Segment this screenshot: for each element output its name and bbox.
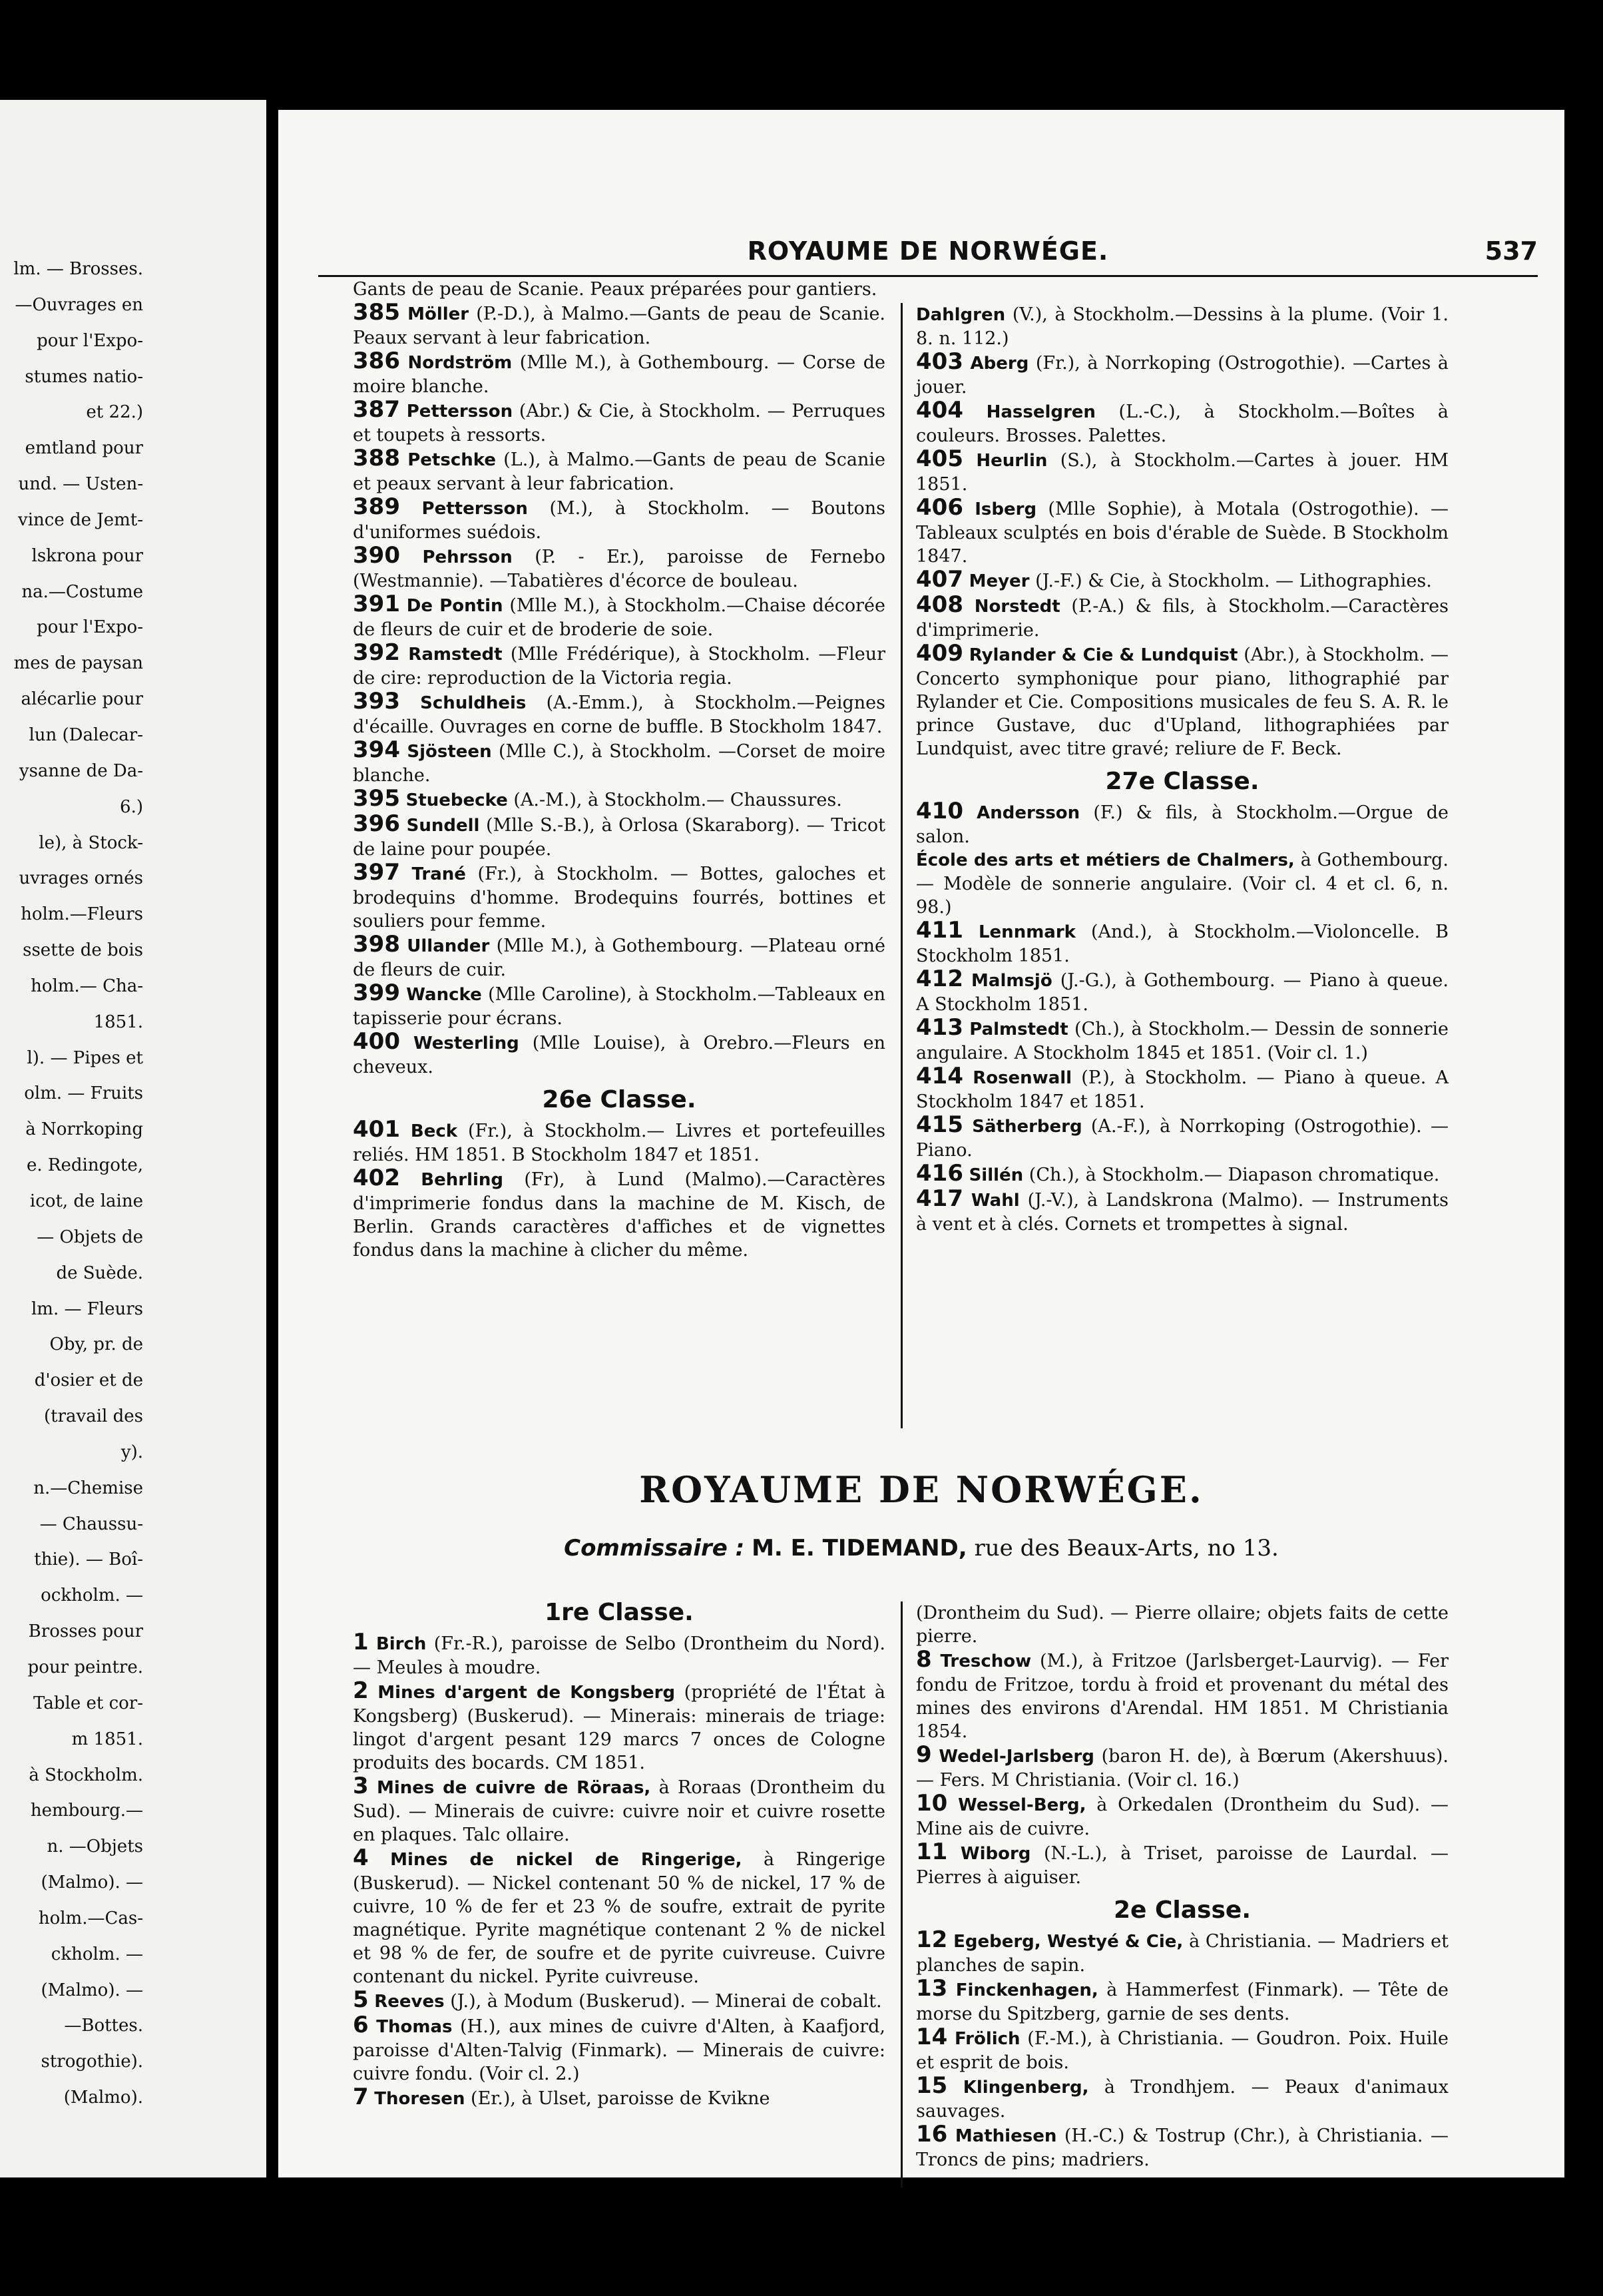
entry-text: (Ch.), à Stockholm.— Dessin de sonnerie angulaire. A Stockholm 1845 et 1851. (Voir cl. 1.) — [916, 1019, 1449, 1063]
entry-number: 390 — [353, 542, 400, 569]
exhibitor-name: Stuebecke — [405, 790, 508, 810]
prev-page-text: pour l'Expo- — [37, 618, 143, 637]
entry-text: (V.), à Stockholm.—Dessins à la plume. (Voir 1. 8. n. 112.) — [916, 304, 1449, 349]
exhibitor-name: Thomas — [376, 2017, 453, 2037]
entry-text: (Mlle Caroline), à Stockholm.—Tableaux en tapisserie pour écrans. — [353, 984, 885, 1029]
prev-page-text: hembourg.— — [30, 1801, 143, 1821]
entry-text: à Trondhjem. — Peaux d'animaux sauvages. — [916, 2077, 1449, 2122]
exhibitor-entry — [916, 2026, 1449, 2074]
prev-page-text: holm.— Cha- — [31, 976, 143, 996]
commissaire-name: M. E. TIDEMAND, — [752, 1535, 967, 1562]
prev-page-text: lskrona pour — [31, 546, 143, 565]
entry-number: 385 — [353, 299, 400, 326]
exhibitor-name: Finckenhagen, — [955, 1980, 1098, 2000]
entry-number: 393 — [353, 688, 400, 715]
prev-page-text: —Bottes. — [64, 2016, 143, 2036]
class-heading: 1re Classe. — [545, 1599, 694, 1626]
entry-text: (H.), aux mines de cuivre d'Alten, à Kaafjord, paroisse d'Alten-Talvig (Finmark). — Minerais de cuivre: cuivre fondu. (Voir cl. 2.) — [353, 2016, 886, 2084]
prev-page-text: ockholm. — — [41, 1586, 143, 1605]
exhibitor-entry — [916, 2123, 1449, 2171]
exhibitor-name: Wahl — [971, 1191, 1020, 1211]
exhibitor-entry — [916, 919, 1449, 968]
exhibitor-name: Malmsjö — [971, 971, 1052, 991]
exhibitor-name: Wancke — [406, 985, 482, 1005]
prev-page-text: n. —Objets — [47, 1837, 143, 1857]
prev-page-text: pour peintre. — [27, 1658, 143, 1677]
entry-number: 389 — [353, 493, 400, 520]
entry-number: 11 — [916, 1839, 948, 1865]
exhibitor-entry — [353, 787, 885, 812]
entry-number: 391 — [353, 591, 400, 617]
entry-number: 10 — [916, 1790, 948, 1817]
exhibitor-name: Egeberg, Westyé & Cie, — [953, 1932, 1184, 1952]
exhibitor-entry — [916, 1016, 1449, 1065]
exhibitor-name: Mathiesen — [955, 2126, 1057, 2146]
exhibitor-name: Aberg — [970, 354, 1029, 374]
prev-page-text: Brosses pour — [28, 1622, 143, 1641]
exhibitor-name: Rylander & Cie & Lundquist — [969, 645, 1238, 665]
entry-number: 9 — [916, 1741, 932, 1768]
entry-text: (Abr.) & Cie, à Stockholm. — Perruques et toupets à ressorts. — [353, 401, 885, 445]
prev-page-text: lm. — Fleurs — [31, 1299, 143, 1318]
entry-number: 409 — [916, 640, 963, 667]
entry-text: (Mlle Sophie), à Motala (Ostrogothie). — Tableaux sculptés en bois d'érable de Suède. B Stockholm 1847. — [916, 499, 1449, 567]
prev-page-text: —Ouvrages en — [15, 295, 143, 314]
prev-page-text: icot, de laine — [29, 1192, 143, 1211]
entry-number: 416 — [916, 1160, 963, 1187]
entry-text: (P.-A.) & fils, à Stockholm.—Caractères d'imprimerie. — [916, 596, 1449, 641]
exhibitor-entry — [353, 1631, 885, 1679]
exhibitor-entry — [353, 301, 885, 350]
entry-number: 412 — [916, 966, 963, 992]
exhibitor-entry — [916, 968, 1449, 1016]
exhibitor-name: Wessel-Berg, — [958, 1795, 1086, 1815]
exhibitor-entry — [353, 593, 885, 641]
entry-number: 405 — [916, 445, 963, 472]
entry-number: 417 — [916, 1185, 963, 1212]
header-rule — [318, 275, 1538, 277]
prev-page-text: — Objets de — [37, 1227, 143, 1247]
exhibitor-entry — [916, 1648, 1449, 1743]
entry-text: (L.-C.), à Stockholm.—Boîtes à couleurs. Brosses. Palettes. — [916, 402, 1449, 446]
exhibitor-name: Frölich — [955, 2029, 1021, 2049]
exhibitor-name: Meyer — [969, 571, 1030, 591]
exhibitor-name: Behrling — [421, 1170, 504, 1190]
entry-number: 399 — [353, 980, 400, 1006]
entry-text: (Mlle Louise), à Orebro.—Fleurs en cheveux. — [353, 1033, 885, 1077]
exhibitor-entry — [916, 1977, 1449, 2026]
entry-number: 14 — [916, 2024, 948, 2050]
exhibitor-entry — [916, 399, 1449, 447]
prev-page-text: Table et cor- — [33, 1693, 143, 1713]
entry-number: 410 — [916, 798, 963, 824]
entry-number: 15 — [916, 2072, 948, 2099]
entry-text: (P.), à Stockholm. — Piano à queue. A Stockholm 1847 et 1851. — [916, 1067, 1449, 1112]
exhibitor-name: Treschow — [940, 1651, 1032, 1671]
previous-page-fragment — [0, 100, 266, 2177]
entry-number: 7 — [353, 2084, 369, 2110]
entry-text: (L.), à Malmo.—Gants de peau de Scanie et peaux servant à leur fabrication. — [353, 449, 885, 494]
exhibitor-entry — [916, 350, 1449, 399]
entry-number: 5 — [353, 1986, 369, 2013]
entry-number: 411 — [916, 917, 963, 944]
entry-number: 398 — [353, 931, 400, 958]
entry-text: (A.-Emm.), à Stockholm.—Peignes d'écaille. Ouvrages en corne de buffle. B Stockholm 1847. — [353, 693, 885, 737]
entry-continuation: Gants de peau de Scanie. Peaux préparées pour gantiers. — [353, 279, 877, 300]
prev-page-text: 1851. — [93, 1012, 143, 1031]
exhibitor-entry — [916, 1162, 1449, 1187]
prev-page-text: emtland pour — [25, 439, 143, 458]
exhibitor-entry — [353, 495, 885, 544]
entry-number: 400 — [353, 1028, 400, 1055]
prev-page-text: 6.) — [120, 797, 143, 816]
entry-text: (J.-F.) & Cie, à Stockholm. — Lithographies. — [1035, 571, 1432, 591]
bottom-left-column — [353, 1591, 885, 2111]
prev-page-text: m 1851. — [71, 1729, 143, 1749]
exhibitor-name: Trané — [411, 864, 466, 884]
exhibitor-entry — [353, 1847, 885, 1988]
section-title: ROYAUME DE NORWÉGE. — [639, 1468, 1204, 1511]
exhibitor-name: Reeves — [374, 1992, 445, 2012]
prev-page-text: y). — [120, 1442, 143, 1462]
exhibitor-entry — [916, 1928, 1449, 1977]
exhibitor-entry — [353, 690, 885, 738]
exhibitor-entry — [353, 544, 885, 593]
exhibitor-name: Sillén — [969, 1165, 1024, 1185]
exhibitor-entry — [353, 1118, 885, 1167]
entry-text: (A.-M.), à Stockholm.— Chaussures. — [513, 790, 842, 810]
prev-page-text: mes de paysan — [13, 654, 143, 673]
exhibitor-name: Möller — [407, 304, 469, 324]
exhibitor-entry — [916, 1113, 1449, 1162]
prev-page-text: olm. — Fruits — [24, 1084, 143, 1103]
exhibitor-name: Norstedt — [974, 597, 1060, 617]
column-divider-bottom — [901, 1601, 903, 2187]
entry-text: (P.-D.), à Malmo.—Gants de peau de Scanie. Peaux servant à leur fabrication. — [353, 304, 886, 348]
entry-number: 413 — [916, 1014, 963, 1041]
entry-text: (Er.), à Ulset, paroisse de Kvikne — [471, 2088, 770, 2109]
entry-text: (H.-C.) & Tostrup (Chr.), à Christiania. — Troncs de pins; madriers. — [916, 2126, 1449, 2170]
entry-number: 392 — [353, 639, 400, 666]
entry-text: (F.-M.), à Christiania. — Goudron. Poix. Huile et esprit de bois. — [916, 2028, 1449, 2073]
entry-text: (Abr.), à Stockholm. — Concerto symphonique pour piano, lithographié par Rylander et Cie. Compositions musicales de feu S. A. R. le prince Gustave, duc d'Upland, lithographiées par Lundquist, avec titre gravé; reliure de F. Beck. — [916, 645, 1449, 759]
exhibitor-name: Rosenwall — [973, 1068, 1072, 1088]
exhibitor-name: Sundell — [406, 816, 480, 836]
entry-text: (F.) & fils, à Stockholm.—Orgue de salon. — [916, 802, 1449, 847]
prev-page-text: (Malmo). — — [41, 1873, 143, 1892]
page — [278, 110, 1564, 2177]
entry-number: 414 — [916, 1063, 963, 1089]
exhibitor-entry — [353, 1030, 885, 1079]
entry-number: 404 — [916, 397, 963, 424]
entry-text: (Mlle S.-B.), à Orlosa (Skaraborg). — Tricot de laine pour poupée. — [353, 815, 885, 860]
prev-page-text: strogothie). — [41, 2052, 143, 2072]
prev-page-text: n.—Chemise — [33, 1478, 143, 1498]
exhibitor-entry — [916, 447, 1449, 496]
exhibitor-name: Dahlgren — [916, 305, 1006, 325]
entry-text: à Gothembourg. — Modèle de sonnerie angulaire. (Voir cl. 4 et cl. 6, n. 98.) — [916, 850, 1449, 918]
entry-number: 4 — [353, 1845, 369, 1871]
exhibitor-name: Mines de nickel de Ringerige, — [390, 1850, 742, 1870]
entry-number: 3 — [353, 1773, 369, 1799]
exhibitor-entry — [353, 738, 885, 787]
exhibitor-entry — [916, 848, 1449, 919]
entry-number: 415 — [916, 1111, 963, 1138]
entry-number: 1 — [353, 1629, 369, 1655]
prev-page-text: thie). — Boî- — [34, 1550, 143, 1570]
entry-text: (Fr.), à Stockholm.— Livres et portefeuilles reliés. HM 1851. B Stockholm 1847 et 1851. — [353, 1121, 885, 1165]
entry-number: 407 — [916, 566, 963, 593]
exhibitor-entry — [916, 2074, 1449, 2123]
exhibitor-entry — [353, 1988, 885, 2014]
entry-text: (M.), à Stockholm. — Boutons d'uniformes suédois. — [353, 498, 885, 543]
entry-text: (propriété de l'État à Kongsberg) (Buskerud). — Minerais: minerais de triage: lingot d'argent pesant 129 marcs 7 onces de Cologne produits des bocards. CM 1851. — [353, 1682, 885, 1773]
top-right-column — [916, 303, 1449, 1236]
entry-number: 388 — [353, 445, 400, 471]
entry-text: (S.), à Stockholm.—Cartes à jouer. HM 1851. — [916, 450, 1449, 495]
exhibitor-name: De Pontin — [406, 596, 503, 616]
exhibitor-name: Klingenberg, — [963, 2078, 1089, 2098]
prev-page-text: lm. — Brosses. — [13, 260, 143, 278]
exhibitor-name: Isberg — [975, 499, 1037, 519]
exhibitor-entry — [353, 861, 885, 933]
exhibitor-name: Sjösteen — [407, 742, 492, 762]
prev-page-text: ssette de bois — [23, 941, 143, 960]
entry-number: 387 — [353, 396, 400, 423]
exhibitor-name: Birch — [375, 1634, 427, 1654]
entry-text: (P. - Er.), paroisse de Fernebo (Westmannie). —Tabatières d'écorce de bouleau. — [353, 547, 885, 591]
entry-number: 2 — [353, 1677, 369, 1704]
exhibitor-name: Mines de cuivre de Röraas, — [376, 1778, 651, 1798]
exhibitor-name: Pehrsson — [422, 547, 513, 567]
entry-text: (Mlle M.), à Gothembourg. —Plateau orné de fleurs de cuir. — [353, 936, 885, 980]
exhibitor-name: École des arts et métiers de Chalmers, — [916, 850, 1295, 870]
exhibitor-entry — [353, 398, 885, 447]
prev-page-text: uvrages ornés — [19, 869, 143, 888]
page-number: 537 — [1485, 236, 1538, 266]
entry-text: (Fr.), à Stockholm. — Bottes, galoches et brodequins d'homme. Brodequins fourrés, bottines et souliers pour femme. — [353, 864, 885, 932]
exhibitor-entry — [353, 812, 885, 861]
entry-text: (J.-G.), à Gothembourg. — Piano à queue. A Stockholm 1851. — [916, 970, 1449, 1015]
prev-page-text: alécarlie pour — [21, 690, 143, 709]
exhibitor-name: Mines d'argent de Kongsberg — [377, 1683, 676, 1703]
running-header — [318, 236, 1538, 276]
entry-text: (A.-F.), à Norrkoping (Ostrogothie). — Piano. — [916, 1116, 1449, 1161]
entry-text: à Ringerige (Buskerud). — Nickel contenant 50 % de nickel, 17 % de cuivre, 10 % de fer et 23 % de soufre, extrait de pyrite magnétique. Pyrite magnétique contenant 2 % de nickel et 98 % de fer, de soufre et de pyrite cuivreuse. Cuivre contenant du nickel. Pyrite cuivreuse. — [353, 1849, 885, 1987]
entry-text: (Mlle M.), à Stockholm.—Chaise décorée de fleurs de cuir et de broderie de soie. — [353, 595, 885, 640]
exhibitor-name: Ullander — [407, 936, 490, 956]
exhibitor-entry — [353, 2086, 885, 2111]
exhibitor-name: Sätherberg — [972, 1117, 1082, 1137]
exhibitor-name: Hasselgren — [986, 402, 1096, 422]
entry-number: 396 — [353, 810, 400, 837]
exhibitor-name: Palmstedt — [969, 1019, 1068, 1039]
exhibitor-name: Westerling — [413, 1033, 519, 1053]
entry-text: (Mlle Frédérique), à Stockholm. —Fleur de cire: reproduction de la Victoria regia. — [353, 644, 885, 689]
prev-page-text: na.—Costume — [21, 582, 143, 601]
exhibitor-entry — [353, 1775, 885, 1847]
entry-text: (N.-L.), à Triset, paroisse de Laurdal. — Pierres à aiguiser. — [916, 1843, 1449, 1888]
exhibitor-entry — [353, 982, 885, 1030]
entry-text: (M.), à Fritzoe (Jarlsberget-Laurvig). — Fer fondu de Fritzoe, tordu à froid et provenant du métal des mines des environs d'Arendal. HM 1851. M Christiania 1854. — [916, 1651, 1449, 1742]
entry-number: 401 — [353, 1116, 400, 1143]
prev-page-text: stumes natio- — [25, 367, 143, 386]
exhibitor-entry — [916, 1792, 1449, 1841]
entry-text: (Fr.), à Norrkoping (Ostrogothie). —Cartes à jouer. — [916, 353, 1449, 398]
class-heading: 26e Classe. — [542, 1086, 696, 1113]
entry-text: (J.-V.), à Landskrona (Malmo). — Instruments à vent et à clés. Cornets et trompettes à signal. — [916, 1190, 1449, 1235]
prev-page-text: d'osier et de — [34, 1371, 143, 1390]
exhibitor-entry — [353, 641, 885, 690]
exhibitor-entry — [353, 350, 885, 398]
exhibitor-entry — [353, 1167, 885, 1262]
prev-page-text: pour l'Expo- — [37, 331, 143, 350]
exhibitor-entry — [916, 1065, 1449, 1113]
prev-page-text: de Suède. — [56, 1263, 143, 1283]
bottom-right-column — [916, 1601, 1449, 2171]
prev-page-text: (Malmo). — [63, 2088, 143, 2108]
exhibitor-entry — [916, 568, 1449, 593]
prev-page-text: ysanne de Da- — [19, 761, 143, 780]
prev-page-text: (Malmo). — — [41, 1980, 143, 2000]
exhibitor-name: Heurlin — [976, 451, 1048, 471]
class-heading: 2e Classe. — [1114, 1896, 1251, 1924]
exhibitor-name: Beck — [410, 1121, 458, 1141]
exhibitor-name: Thoresen — [374, 2089, 465, 2109]
entry-text: à Hammerfest (Finmark). — Tête de morse du Spitzberg, garnie de ses dents. — [916, 1980, 1449, 2024]
prev-page-text: à Norrkoping — [25, 1120, 143, 1139]
exhibitor-name: Ramstedt — [408, 645, 503, 665]
prev-page-text: (travail des — [44, 1407, 143, 1426]
prev-page-text: et 22.) — [86, 403, 143, 422]
entry-number: 12 — [916, 1926, 948, 1953]
prev-page-text: e. Redingote, — [27, 1156, 143, 1175]
entry-text: (Mlle C.), à Stockholm. —Corset de moire blanche. — [353, 741, 885, 786]
exhibitor-entry — [916, 496, 1449, 568]
prev-page-text: à Stockholm. — [29, 1765, 143, 1785]
exhibitor-name: Lennmark — [978, 922, 1076, 942]
entry-text: (baron H. de), à Bœrum (Akershuus). — Fers. M Christiania. (Voir cl. 16.) — [916, 1746, 1449, 1791]
exhibitor-name: Nordström — [407, 353, 513, 373]
exhibitor-name: Pettersson — [406, 402, 513, 422]
prev-page-text: ckholm. — — [51, 1944, 143, 1964]
entry-number: 397 — [353, 859, 400, 886]
top-left-column — [353, 278, 885, 1262]
entry-number: 406 — [916, 494, 963, 521]
entry-text: (Mlle M.), à Gothembourg. — Corse de moire blanche. — [353, 352, 885, 397]
exhibitor-entry — [916, 593, 1449, 642]
entry-number: 395 — [353, 785, 400, 812]
prev-page-text: — Chaussu- — [39, 1514, 143, 1534]
prev-page-text: l). — Pipes et — [27, 1048, 143, 1067]
column-divider-top — [901, 303, 903, 1428]
prev-page-text: lun (Dalecar- — [29, 726, 143, 744]
running-title: ROYAUME DE NORWÉGE. — [747, 236, 1109, 266]
entry-number: 408 — [916, 591, 963, 618]
exhibitor-entry — [916, 1743, 1449, 1792]
class-heading: 27e Classe. — [1105, 768, 1260, 795]
exhibitor-entry — [916, 800, 1449, 848]
exhibitor-entry — [353, 447, 885, 495]
entry-number: 13 — [916, 1975, 948, 2002]
exhibitor-entry — [353, 1679, 885, 1775]
commissaire-address: rue des Beaux-Arts, no 13. — [974, 1535, 1279, 1562]
exhibitor-name: Andersson — [977, 803, 1080, 823]
prev-page-text: Oby, pr. de — [49, 1335, 143, 1354]
exhibitor-entry — [916, 642, 1449, 760]
entry-text: à Christiania. — Madriers et planches de sapin. — [916, 1931, 1449, 1976]
entry-text: (J.), à Modum (Buskerud). — Minerai de cobalt. — [450, 1991, 882, 2012]
prev-page-text: le), à Stock- — [39, 833, 143, 852]
entry-text: à Orkedalen (Drontheim du Sud). — Mine ais de cuivre. — [916, 1795, 1449, 1839]
entry-text: (And.), à Stockholm.—Violoncelle. B Stockholm 1851. — [916, 922, 1449, 966]
exhibitor-entry — [353, 2014, 885, 2086]
commissaire-label: Commissaire : — [564, 1535, 745, 1562]
exhibitor-name: Wiborg — [960, 1844, 1031, 1864]
commissaire-line — [278, 1535, 1564, 1562]
exhibitor-entry — [916, 1841, 1449, 1889]
exhibitor-name: Petschke — [407, 450, 496, 470]
prev-page-text: holm.—Cas- — [38, 1908, 143, 1928]
exhibitor-name: Pettersson — [421, 499, 528, 519]
entry-number: 394 — [353, 736, 400, 763]
exhibitor-entry — [916, 1187, 1449, 1236]
entry-number: 8 — [916, 1646, 932, 1673]
entry-number: 16 — [916, 2121, 948, 2148]
entry-number: 6 — [353, 2012, 369, 2038]
entry-text: (Fr), à Lund (Malmo).—Caractères d'imprimerie fondus dans la machine de M. Kisch, de Berlin. Grands caractères d'affiches et de vignettes fondus dans la machine à clicher du même. — [353, 1169, 885, 1261]
exhibitor-entry — [353, 933, 885, 982]
entry-text: (Ch.), à Stockholm.— Diapason chromatique. — [1029, 1165, 1440, 1185]
exhibitor-name: Schuldheis — [420, 693, 527, 713]
prev-page-text: und. — Usten- — [18, 475, 143, 494]
entry-number: 386 — [353, 348, 400, 374]
entry-number: 402 — [353, 1165, 400, 1191]
prev-page-text: vince de Jemt- — [18, 510, 143, 529]
entry-number: 403 — [916, 348, 963, 375]
prev-page-text: holm.—Fleurs — [21, 905, 143, 924]
entry-text: à Roraas (Drontheim du Sud). — Minerais de cuivre: cuivre noir et cuivre rosette en plaques. Talc ollaire. — [353, 1777, 885, 1845]
exhibitor-entry — [916, 303, 1449, 350]
exhibitor-name: Wedel-Jarlsberg — [939, 1747, 1094, 1767]
entry-text: (Fr.-R.), paroisse de Selbo (Drontheim du Nord). — Meules à moudre. — [353, 1633, 885, 1678]
entry-continuation: (Drontheim du Sud). — Pierre ollaire; objets faits de cette pierre. — [916, 1603, 1449, 1647]
